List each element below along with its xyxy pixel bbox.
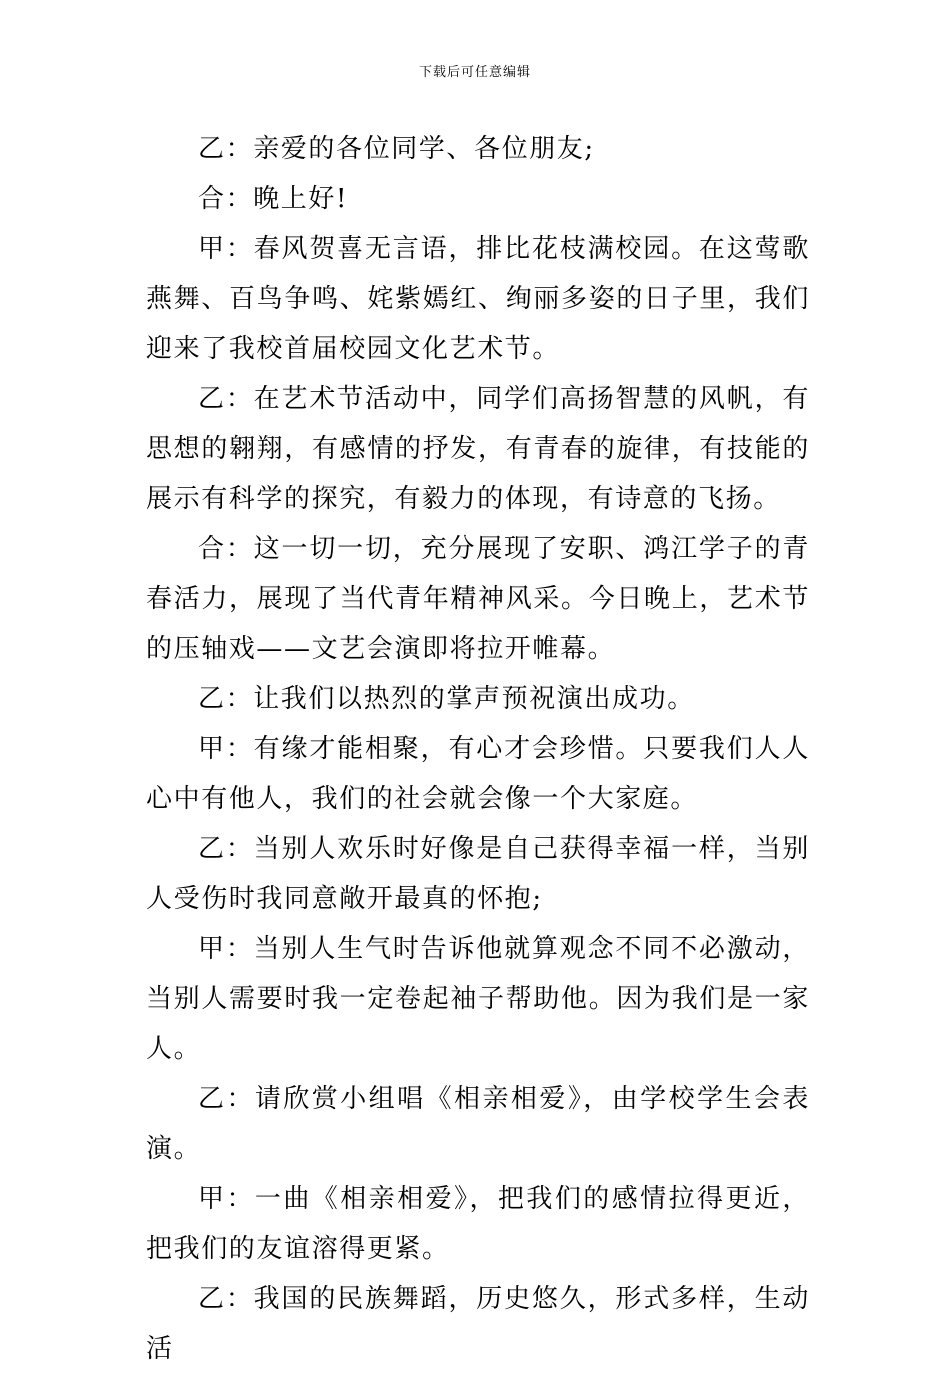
paragraph: 乙：让我们以热烈的掌声预祝演出成功。	[198, 684, 695, 714]
paragraph: 乙：亲爱的各位同学、各位朋友;	[198, 134, 595, 164]
paragraph: 甲：一曲《相亲相爱》，把我们的感情拉得更近，把我们的友谊溶得更紧。	[146, 1184, 810, 1264]
paragraph: 乙：请欣赏小组唱《相亲相爱》，由学校学生会表演。	[146, 1084, 810, 1164]
paragraph: 甲：春风贺喜无言语，排比花枝满校园。在这莺歌燕舞、百鸟争鸣、姹紫嫣红、绚丽多姿的日子里，我们迎来了我校首届校园文化艺术节。	[146, 234, 810, 364]
paragraph: 合：这一切一切，充分展现了安职、鸿江学子的青春活力，展现了当代青年精神风采。今日晚上，艺术节的压轴戏——文艺会演即将拉开帷幕。	[146, 534, 810, 664]
paragraph: 合：晚上好!	[198, 184, 349, 214]
document-body	[146, 124, 810, 1374]
paragraph: 乙：在艺术节活动中，同学们高扬智慧的风帆，有思想的翱翔，有感情的抒发，有青春的旋律，有技能的展示有科学的探究，有毅力的体现，有诗意的飞扬。	[146, 384, 810, 514]
paragraph: 甲：当别人生气时告诉他就算观念不同不必激动，当别人需要时我一定卷起袖子帮助他。因为我们是一家人。	[146, 934, 810, 1064]
paragraph: 乙：我国的民族舞蹈，历史悠久，形式多样，生动活	[146, 1284, 810, 1364]
paragraph: 甲：有缘才能相聚，有心才会珍惜。只要我们人人心中有他人，我们的社会就会像一个大家庭。	[146, 734, 810, 814]
page-header: 下载后可任意编辑	[418, 65, 531, 80]
paragraph: 乙：当别人欢乐时好像是自己获得幸福一样，当别人受伤时我同意敞开最真的怀抱;	[146, 834, 810, 914]
